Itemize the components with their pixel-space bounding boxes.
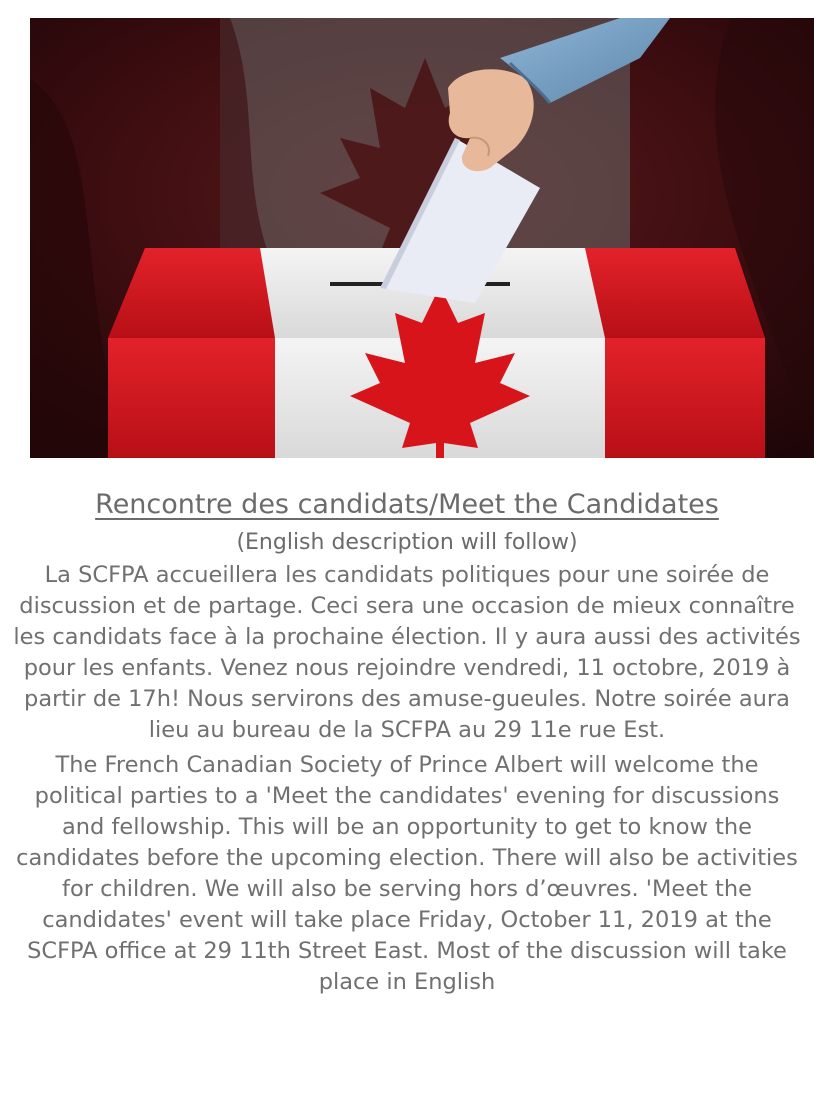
event-description	[10, 486, 804, 998]
french-paragraph: La SCFPA accueillera les candidats politiques pour une soirée de discussion et de partage. Ceci sera une occasion de mieux connaître les candidats face à la prochaine élection. Il y aura aussi des activités pour les enfants. Venez nous rejoindre vendredi, 11 octobre, 2019 à partir de 17h! Nous servirons des amuse-gueules. Notre soirée aura lieu au bureau de la SCFPA au 29 11e rue Est.	[13, 562, 801, 743]
subtitle: (English description will follow)	[236, 530, 578, 555]
page-title: Rencontre des candidats/Meet the Candidates	[95, 489, 719, 520]
ballot-box-canada-flag-icon	[30, 18, 814, 458]
english-paragraph: The French Canadian Society of Prince Albert will welcome the political parties to a 'Meet the candidates' evening for discussions and fellowship. This will be an opportunity to get to know the candidates before the upcoming election. There will also be activities for children. We will also be serving hors d’œuvres. 'Meet the candidates' event will take place Friday, October 11, 2019 at the SCFPA office at 29 11th Street East. Most of the discussion will take place in English	[16, 752, 798, 995]
ballot-box-photo	[30, 18, 814, 458]
